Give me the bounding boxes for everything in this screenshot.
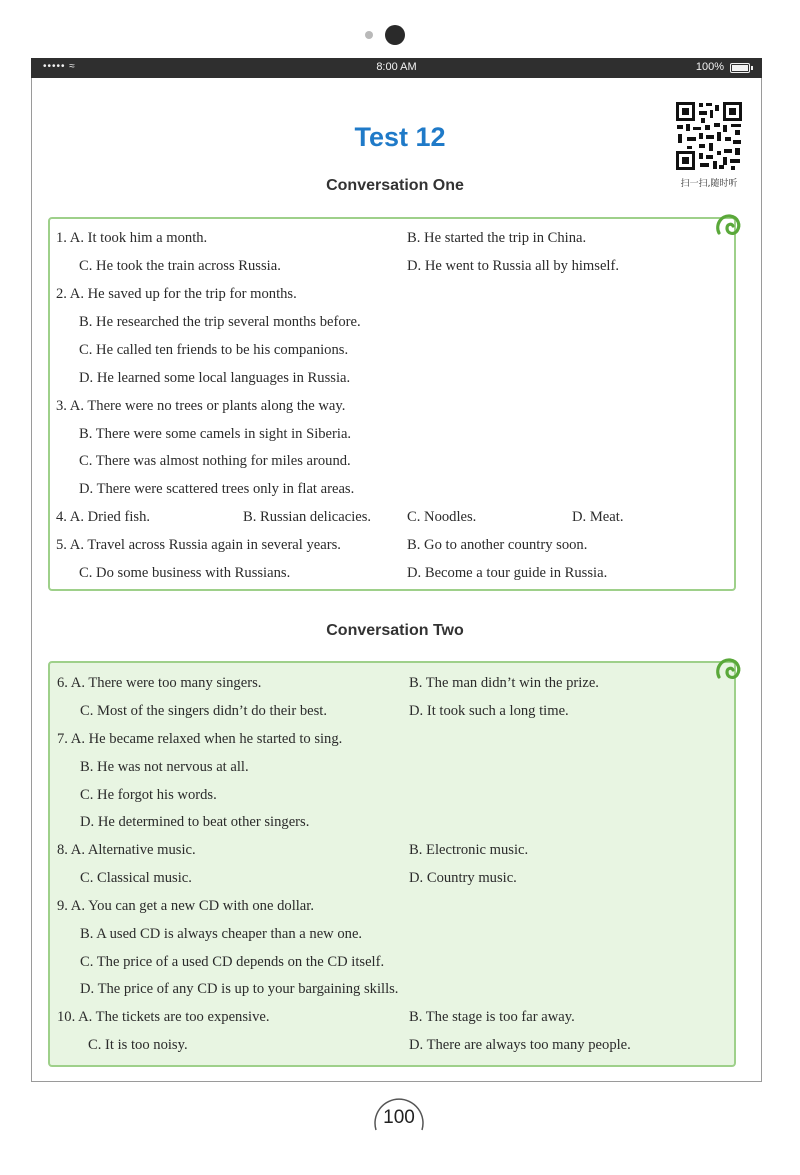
- q8-option-c: C. Classical music.: [80, 870, 192, 886]
- q5-option-d: D. Become a tour guide in Russia.: [407, 565, 608, 581]
- q3-option-c: C. There was almost nothing for miles around.: [79, 453, 351, 469]
- q6-option-c: C. Most of the singers didn’t do their best.: [80, 703, 327, 719]
- q7-option-b: B. He was not nervous at all.: [80, 759, 249, 775]
- q6-option-b: B. The man didn’t win the prize.: [409, 675, 599, 691]
- q10-option-a: 10. A. The tickets are too expensive.: [57, 1009, 270, 1025]
- qr-caption: 扫一扫,随时听: [680, 179, 738, 189]
- page-dot-inactive[interactable]: [365, 31, 373, 39]
- q10-option-d: D. There are always too many people.: [409, 1037, 631, 1053]
- q9-option-b: B. A used CD is always cheaper than a new one.: [80, 926, 363, 942]
- conversation-two-box: [48, 661, 736, 1067]
- q8-option-a: 8. A. Alternative music.: [57, 842, 196, 858]
- q2-option-d: D. He learned some local languages in Russia.: [79, 370, 351, 386]
- q2-option-b: B. He researched the trip several months before.: [79, 314, 361, 330]
- qr-code-icon[interactable]: [675, 101, 743, 171]
- battery-percent: 100%: [695, 61, 724, 73]
- q1-option-b: B. He started the trip in China.: [407, 230, 587, 246]
- q4-option-d: D. Meat.: [572, 509, 624, 525]
- page-number: 100: [383, 1107, 415, 1128]
- page-dot-active[interactable]: [385, 25, 405, 45]
- q1-option-a: 1. A. It took him a month.: [56, 230, 208, 246]
- q3-option-d: D. There were scattered trees only in flat areas.: [79, 481, 355, 497]
- q3-option-b: B. There were some camels in sight in Siberia.: [79, 426, 352, 442]
- status-time: 8:00 AM: [376, 61, 417, 73]
- q6-option-d: D. It took such a long time.: [409, 703, 569, 719]
- q3-option-a: 3. A. There were no trees or plants along the way.: [56, 398, 346, 414]
- q10-option-b: B. The stage is too far away.: [409, 1009, 575, 1025]
- q1-option-c: C. He took the train across Russia.: [79, 258, 281, 274]
- q4-option-c: C. Noodles.: [407, 509, 477, 525]
- q8-option-b: B. Electronic music.: [409, 842, 529, 858]
- q10-option-c: C. It is too noisy.: [88, 1037, 188, 1053]
- q6-option-a: 6. A. There were too many singers.: [57, 675, 262, 691]
- conversation-two-heading: Conversation Two: [326, 622, 464, 639]
- q7-option-d: D. He determined to beat other singers.: [80, 814, 310, 830]
- q7-option-a: 7. A. He became relaxed when he started to sing.: [57, 731, 343, 747]
- page-title: Test 12: [354, 122, 446, 152]
- swirl-icon: [713, 655, 743, 685]
- q5-option-c: C. Do some business with Russians.: [79, 565, 291, 581]
- q9-option-d: D. The price of any CD is up to your bargaining skills.: [80, 981, 399, 997]
- q4-option-a: 4. A. Dried fish.: [56, 509, 151, 525]
- q5-option-a: 5. A. Travel across Russia again in several years.: [56, 537, 341, 553]
- battery-icon: [730, 63, 750, 73]
- status-bar: [31, 58, 762, 78]
- q7-option-c: C. He forgot his words.: [80, 787, 217, 803]
- q8-option-d: D. Country music.: [409, 870, 517, 886]
- q5-option-b: B. Go to another country soon.: [407, 537, 588, 553]
- q2-option-a: 2. A. He saved up for the trip for months.: [56, 286, 297, 302]
- q9-option-a: 9. A. You can get a new CD with one dollar.: [57, 898, 314, 914]
- q2-option-c: C. He called ten friends to be his companions.: [79, 342, 349, 358]
- q9-option-c: C. The price of a used CD depends on the CD itself.: [80, 954, 385, 970]
- conversation-one-heading: Conversation One: [326, 177, 464, 194]
- page-indicator: [0, 24, 800, 46]
- q4-option-b: B. Russian delicacies.: [243, 509, 372, 525]
- signal-wifi-icon: ••••• ≈: [43, 61, 76, 72]
- swirl-icon: [713, 211, 743, 241]
- q1-option-d: D. He went to Russia all by himself.: [407, 258, 619, 274]
